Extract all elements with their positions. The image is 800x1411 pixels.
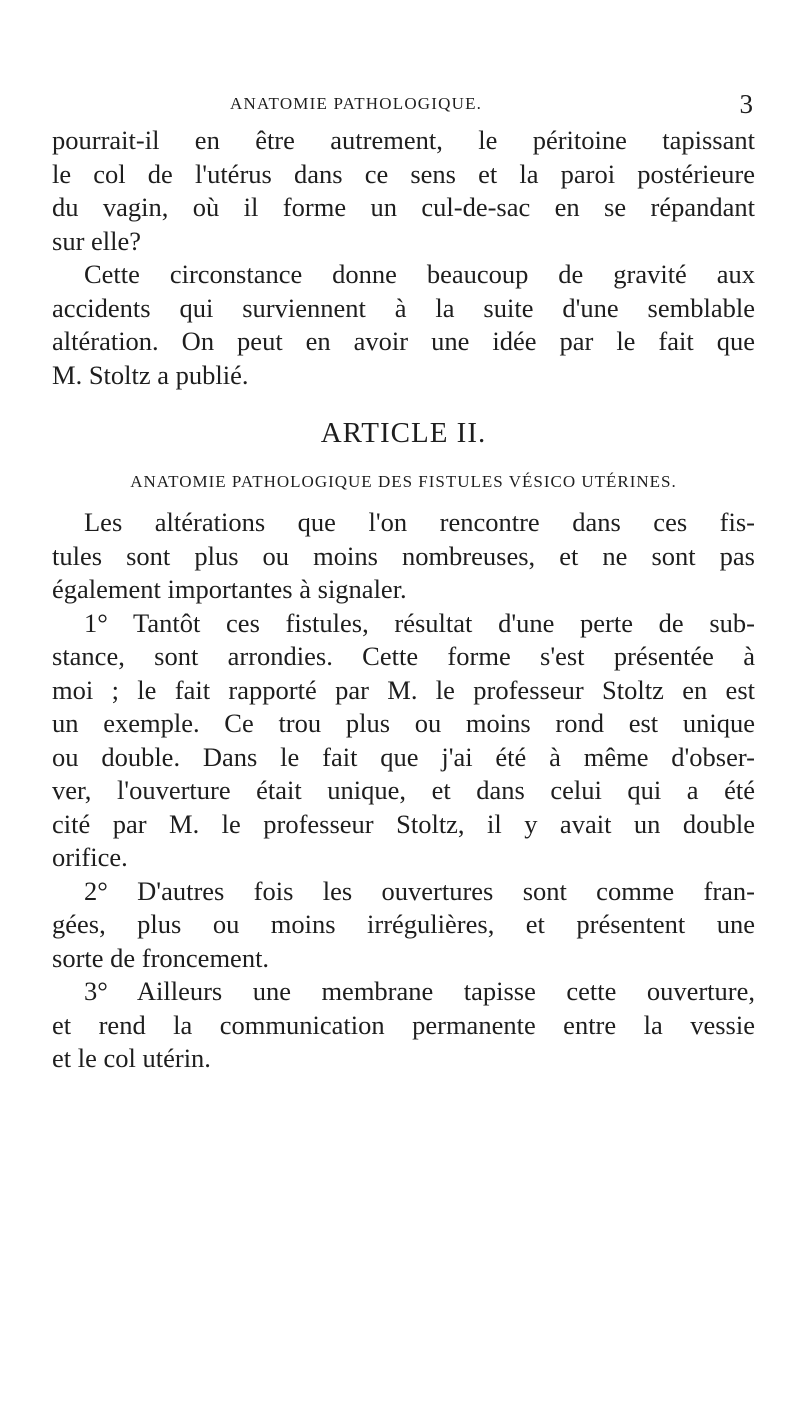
- text-line: moi ; le fait rapporté par M. le professeur Stoltz en est: [52, 674, 755, 705]
- point-1-paragraph: [52, 607, 755, 875]
- text-line: également importantes à signaler.: [52, 574, 407, 604]
- text-line: tules sont plus ou moins nombreuses, et ne sont pas: [52, 540, 755, 571]
- text-line: sur elle?: [52, 225, 142, 256]
- point-3-paragraph: [52, 975, 755, 1076]
- running-title: ANATOMIE PATHOLOGIQUE.: [230, 94, 483, 113]
- text-line: ou double. Dans le fait que j'ai été à même d'obser-: [52, 741, 755, 772]
- text-line: sorte de froncement.: [52, 942, 270, 973]
- text-line: stance, sont arrondies. Cette forme s'est présentée à: [52, 641, 755, 671]
- text-line: Les altérations que l'on rencontre dans ces fis-: [84, 507, 755, 537]
- text-line: 3° Ailleurs une membrane tapisse cette ouverture,: [84, 976, 755, 1006]
- alterations-paragraph: [52, 506, 755, 607]
- text-line: M. Stoltz a publié.: [52, 359, 249, 390]
- article-heading: ARTICLE II.: [320, 417, 487, 449]
- body-text: [52, 124, 755, 1076]
- text-line: cité par M. le professeur Stoltz, il y avait un double: [52, 808, 755, 839]
- text-line: du vagin, où il forme un cul-de-sac en se répandant: [52, 192, 755, 222]
- text-line: Cette circonstance donne beaucoup de gravité aux: [84, 259, 755, 289]
- text-line: le col de l'utérus dans ce sens et la paroi postérieure: [52, 158, 755, 189]
- point-2-paragraph: [52, 875, 755, 976]
- text-line: et rend la communication permanente entre la vessie: [52, 1009, 755, 1040]
- running-head: [52, 86, 755, 122]
- text-line: un exemple. Ce trou plus ou moins rond est unique: [52, 708, 755, 738]
- text-line: orifice.: [52, 842, 128, 872]
- text-line: 2° D'autres fois les ouvertures sont comme fran-: [84, 875, 755, 906]
- text-line: ver, l'ouverture était unique, et dans celui qui a été: [52, 775, 755, 805]
- text-line: 1° Tantôt ces fistules, résultat d'une perte de sub-: [84, 607, 755, 638]
- text-line: pourrait-il en être autrement, le péritoine tapissant: [52, 125, 755, 155]
- text-line: et le col utérin.: [52, 1043, 211, 1073]
- text-line: altération. On peut en avoir une idée par le fait que: [52, 326, 755, 356]
- article-subheading: ANATOMIE PATHOLOGIQUE DES FISTULES VÉSICO UTÉRINES.: [130, 472, 677, 491]
- text-line: gées, plus ou moins irrégulières, et présentent une: [52, 909, 755, 939]
- gravity-paragraph: [52, 258, 755, 392]
- intro-paragraph: [52, 124, 755, 258]
- text-line: accidents qui surviennent à la suite d'une semblable: [52, 292, 755, 323]
- page-number: 3: [739, 89, 753, 119]
